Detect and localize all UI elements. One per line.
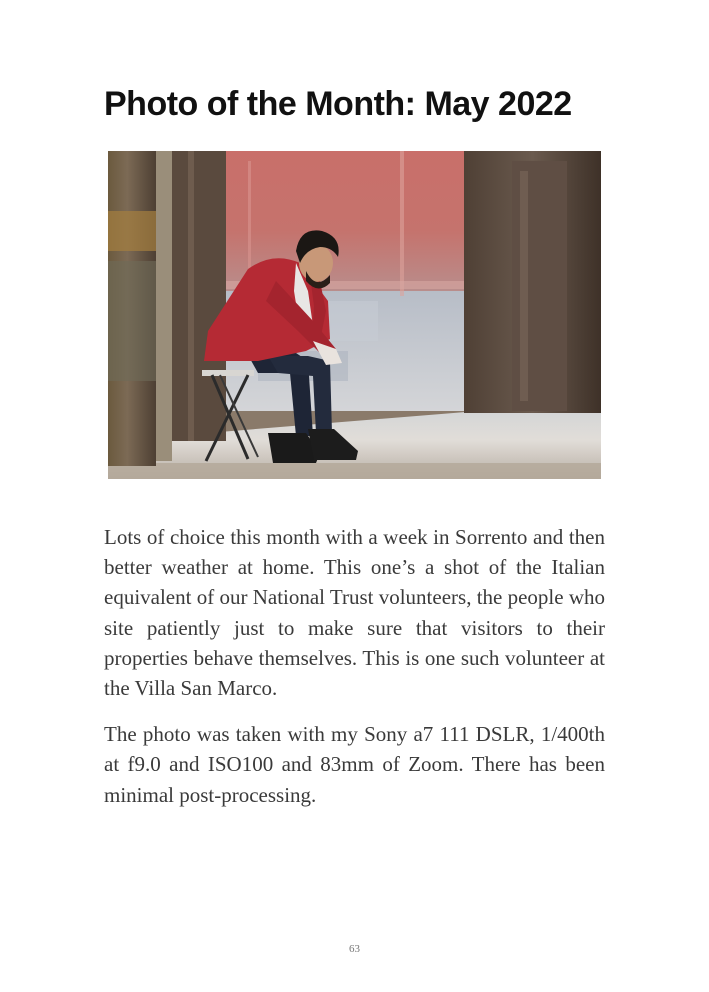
paragraph-camera-details: The photo was taken with my Sony a7 111 DSLR, 1/400th at f9.0 and ISO100 and 83mm of Zoom. There has been minimal post-processing. bbox=[104, 722, 605, 807]
body-text bbox=[104, 522, 605, 826]
page-number: 63 bbox=[349, 943, 360, 955]
photo bbox=[108, 151, 601, 479]
paragraph-description: Lots of choice this month with a week in Sorrento and then better weather at home. This one’s a shot of the Italian equivalent of our National Trust volunteers, the people who site patiently just to make sure that visitors to their properties behave themselves. This is one such volunteer at the Villa San Marco. bbox=[104, 525, 605, 701]
photo-illustration bbox=[108, 151, 601, 479]
page-title: Photo of the Month: May 2022 bbox=[104, 85, 572, 123]
